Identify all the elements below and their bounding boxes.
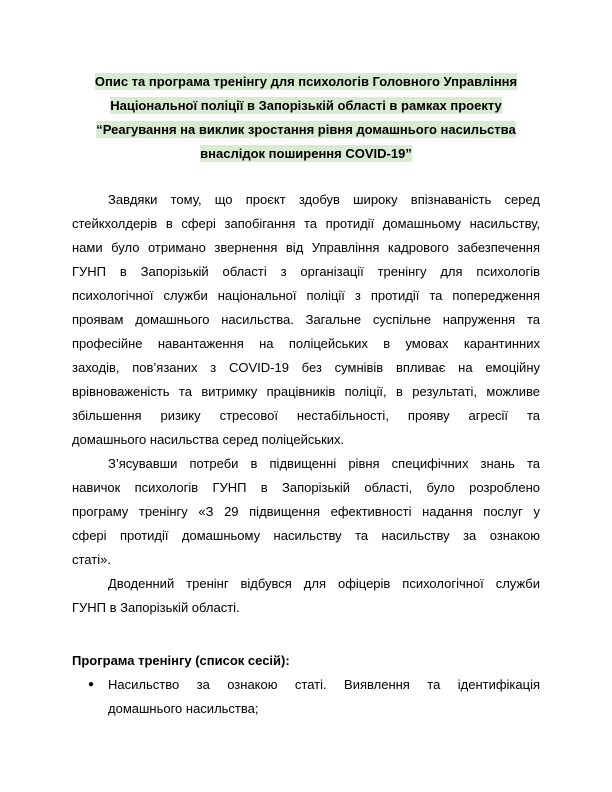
paragraph-project-request [72,188,540,452]
paragraph-line: стейкхолдерів в сфері запобігання та протидії домашньому насильству, [72,216,540,231]
title-line [72,94,540,118]
title-highlight: Опис та програма тренінгу для психологів Головного Управління [94,74,518,89]
paragraph-line: збільшення ризику стресової нестабільності, прояву агресії та [72,408,540,423]
paragraph-training-program [72,452,540,572]
session-list [72,673,540,721]
title-highlight: Національної поліції в Запорізькій області в рамках проекту [110,98,502,113]
paragraph-line: заходів, пов’язаних з COVID-19 без сумнівів впливає на емоційну [72,360,540,375]
paragraph-line: професійне навантаження на поліцейських в умовах карантинних [72,336,540,351]
paragraph-two-day-training [72,572,540,620]
list-item-line: домашнього насильства; [108,701,259,716]
paragraph-line: врівноваженість та витримку працівників поліції, в результаті, можливе [72,384,540,399]
paragraph-line: нами було отримано звернення від Управління кадрового забезпечення [72,240,540,255]
paragraph-line: психологічної служби національної поліції з протидії та попередження [72,288,540,303]
paragraph-line: З’ясувавши потреби в підвищенні рівня специфічних знань та [108,456,540,471]
document-title [72,70,540,166]
title-highlight: внаслідок поширення COVID-19” [200,146,412,161]
paragraph-line: програму тренінгу «З 29 підвищення ефективності надання послуг у [72,504,540,519]
title-line [72,70,540,94]
paragraph-line: Завдяки тому, що проєкт здобув широку впізнаваність серед [108,192,540,207]
title-line [72,142,540,166]
paragraph-line: Дводенний тренінг відбувся для офіцерів психологічної служби [108,576,540,591]
paragraph-line: ГУНП в Запорізькій області з організації тренінгу для психологів [72,264,540,279]
paragraph-line: сфері протидії домашньому насильству та насильству за ознакою [72,528,540,543]
list-item-line: Насильство за ознакою статі. Виявлення та ідентифікація [108,677,540,692]
title-line [72,118,540,142]
paragraph-line: домашнього насильства серед поліцейських. [72,432,345,447]
title-highlight: “Реагування на виклик зростання рівня домашнього насильства [96,122,516,137]
document-body [72,188,540,620]
bullet-icon: ● [88,679,95,690]
program-heading: Програма тренінгу (список сесій): [72,653,290,668]
paragraph-line: навичок психологів ГУНП в Запорізькій області, було розроблено [72,480,540,495]
paragraph-line: ГУНП в Запорізькій області. [72,600,240,615]
list-item [72,673,540,721]
paragraph-line: проявам домашнього насильства. Загальне суспільне напруження та [72,312,540,327]
paragraph-line: статі». [72,552,111,567]
